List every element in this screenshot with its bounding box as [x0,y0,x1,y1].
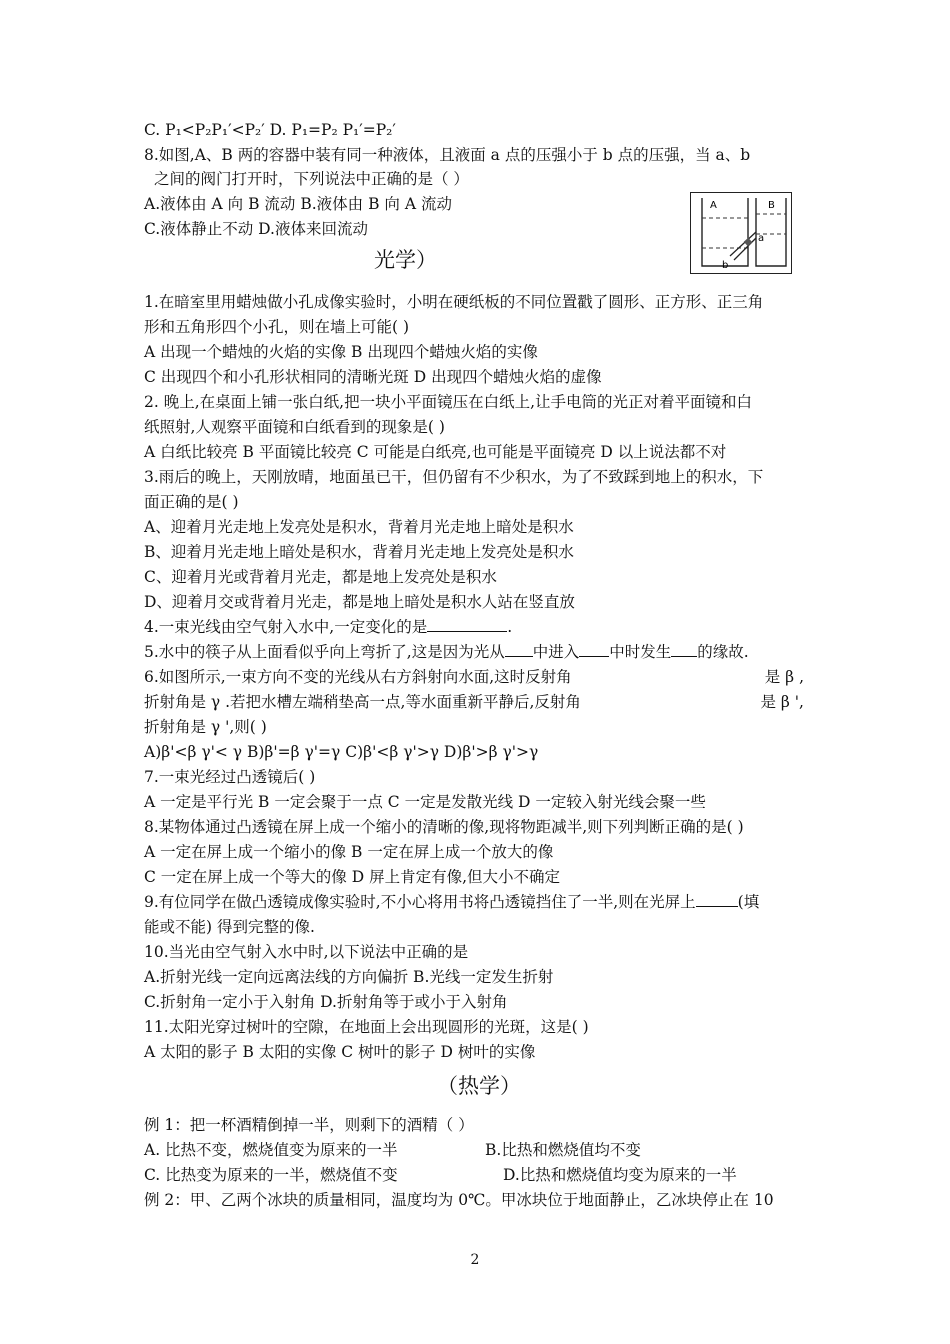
label-b: B [768,200,775,211]
optics-q6-line-3: 折射角是 γ ',则( ) [144,718,267,736]
optics-q11-options: A 太阳的影子 B 太阳的实像 C 树叶的影子 D 树叶的实像 [144,1043,536,1061]
optics-q10-options-ab: A.折射光线一定向远离法线的方向偏折 B.光线一定发生折射 [144,968,554,986]
optics-q6-line-2-right: 是 β ', [760,693,804,711]
thermal-example-1-option-c: C. 比热变为原来的一半，燃烧值不变 [144,1166,398,1184]
optics-q7-line-1: 7.一束光经过凸透镜后( ) [144,768,316,786]
optics-q8-options-cd: C 一定在屏上成一个等大的像 D 屏上肯定有像,但大小不确定 [144,868,560,886]
question-8-line-1: 8.如图,A、B 两的容器中装有同一种液体，且液面 a 点的压强小于 b 点的压强，当 a、b [144,146,751,164]
answer-blank [579,642,609,657]
thermal-example-1-option-d: D.比热和燃烧值均变为原来的一半 [503,1166,737,1184]
optics-q9-line-1 [144,892,759,912]
answer-blank [696,892,738,907]
optics-q9-line-2: 能或不能) 得到完整的像. [144,918,315,936]
optics-q4 [144,617,512,637]
optics-q1-options-cd: C 出现四个和小孔形状相同的清晰光斑 D 出现四个蜡烛火焰的虚像 [144,368,602,386]
optics-q5-part-1: 5.水中的筷子从上面看似乎向上弯折了,这是因为光从 [144,643,505,661]
question-8-options-cd: C.液体静止不动 D.液体来回流动 [144,220,368,238]
optics-q1-line-2: 形和五角形四个小孔，则在墙上可能( ) [144,318,410,336]
optics-q6-line-1-right: 是 β , [764,668,804,686]
question-8-options-ab: A.液体由 A 向 B 流动 B.液体由 B 向 A 流动 [144,195,452,213]
label-point-b: b [722,260,729,271]
optics-q4-text: 4.一束光线由空气射入水中,一定变化的是 [144,618,428,636]
optics-q2-line-1: 2. 晚上,在桌面上铺一张白纸,把一块小平面镜压在白纸上,让手电筒的光正对着平面镜和白 [144,393,752,411]
optics-q1-options-ab: A 出现一个蜡烛的火焰的实像 B 出现四个蜡烛火焰的实像 [144,343,538,361]
optics-q8-line-1: 8.某物体通过凸透镜在屏上成一个缩小的清晰的像,现将物距减半,则下列判断正确的是( ) [144,818,744,836]
question-8-line-2: 之间的阀门打开时，下列说法中正确的是（ ） [154,170,469,188]
optics-q3-option-a: A、迎着月光走地上发亮处是积水，背着月光走地上暗处是积水 [144,518,574,536]
optics-q3-option-d: D、迎着月交或背着月光走，都是地上暗处是积水人站在竖直放 [144,593,575,611]
optics-q3-line-1: 3.雨后的晚上，天刚放晴，地面虽已干，但仍留有不少积水，为了不致踩到地上的积水，下 [144,468,764,486]
optics-q9-end: (填 [737,893,760,911]
optics-q5-part-2: 中进入 [532,643,580,661]
answer-blank [671,642,697,657]
optics-q5 [144,642,749,662]
answer-blank [427,617,507,632]
section-heading-optics: 光学） [374,248,437,272]
optics-q2-options: A 白纸比较亮 B 平面镜比较亮 C 可能是白纸亮,也可能是平面镜亮 D 以上说法都不对 [144,443,727,461]
answer-blank [505,642,533,657]
optics-q10-options-cd: C.折射角一定小于入射角 D.折射角等于或小于入射角 [144,993,508,1011]
optics-q3-option-c: C、迎着月光或背着月光走，都是地上发亮处是积水 [144,568,497,586]
label-point-a: a [758,233,765,244]
page-number: 2 [470,1252,480,1268]
options-line-c-d: C. P₁<P₂P₁′<P₂′ D. P₁=P₂ P₁′=P₂′ [144,121,396,139]
thermal-example-1: 例 1：把一杯酒精倒掉一半，则剩下的酒精（ ） [144,1116,474,1134]
optics-q6-line-1: 6.如图所示,一束方向不变的光线从右方斜射向水面,这时反射角 [144,668,572,686]
optics-q4-end: . [507,618,513,636]
optics-q3-option-b: B、迎着月光走地上暗处是积水，背着月光走地上发亮处是积水 [144,543,574,561]
optics-q3-line-2: 面正确的是( ) [144,493,239,511]
thermal-example-1-option-b: B.比热和燃烧值均不变 [485,1141,641,1159]
optics-q9-text: 9.有位同学在做凸透镜成像实验时,不小心将用书将凸透镜挡住了一半,则在光屏上 [144,893,696,911]
thermal-example-2: 例 2：甲、乙两个冰块的质量相同，温度均为 0℃。甲冰块位于地面静止，乙冰块停止在 10 [144,1191,774,1209]
optics-q7-options: A 一定是平行光 B 一定会聚于一点 C 一定是发散光线 D 一定较入射光线会聚一些 [144,793,706,811]
container-diagram [690,192,792,274]
optics-q8-options-ab: A 一定在屏上成一个缩小的像 B 一定在屏上成一个放大的像 [144,843,554,861]
optics-q5-part-4: 的缘故. [697,643,749,661]
optics-q11-line-1: 11.太阳光穿过树叶的空隙，在地面上会出现圆形的光斑，这是( ) [144,1018,589,1036]
section-heading-thermal: （热学） [437,1074,521,1098]
optics-q1-line-1: 1.在暗室里用蜡烛做小孔成像实验时，小明在硬纸板的不同位置戳了圆形、正方形、正三角 [144,293,764,311]
thermal-example-1-option-a: A. 比热不变，燃烧值变为原来的一半 [144,1141,398,1159]
optics-q2-line-2: 纸照射,人观察平面镜和白纸看到的现象是( ) [144,418,445,436]
optics-q5-part-3: 中时发生 [609,643,672,661]
optics-q10-line-1: 10.当光由空气射入水中时,以下说法中正确的是 [144,943,469,961]
optics-q6-options: A)β'<β γ'< γ B)β'=β γ'=γ C)β'<β γ'>γ D)β'>β γ'>γ [144,743,539,761]
label-a: A [710,200,717,211]
optics-q6-line-2: 折射角是 γ .若把水槽左端稍垫高一点,等水面重新平静后,反射角 [144,693,581,711]
